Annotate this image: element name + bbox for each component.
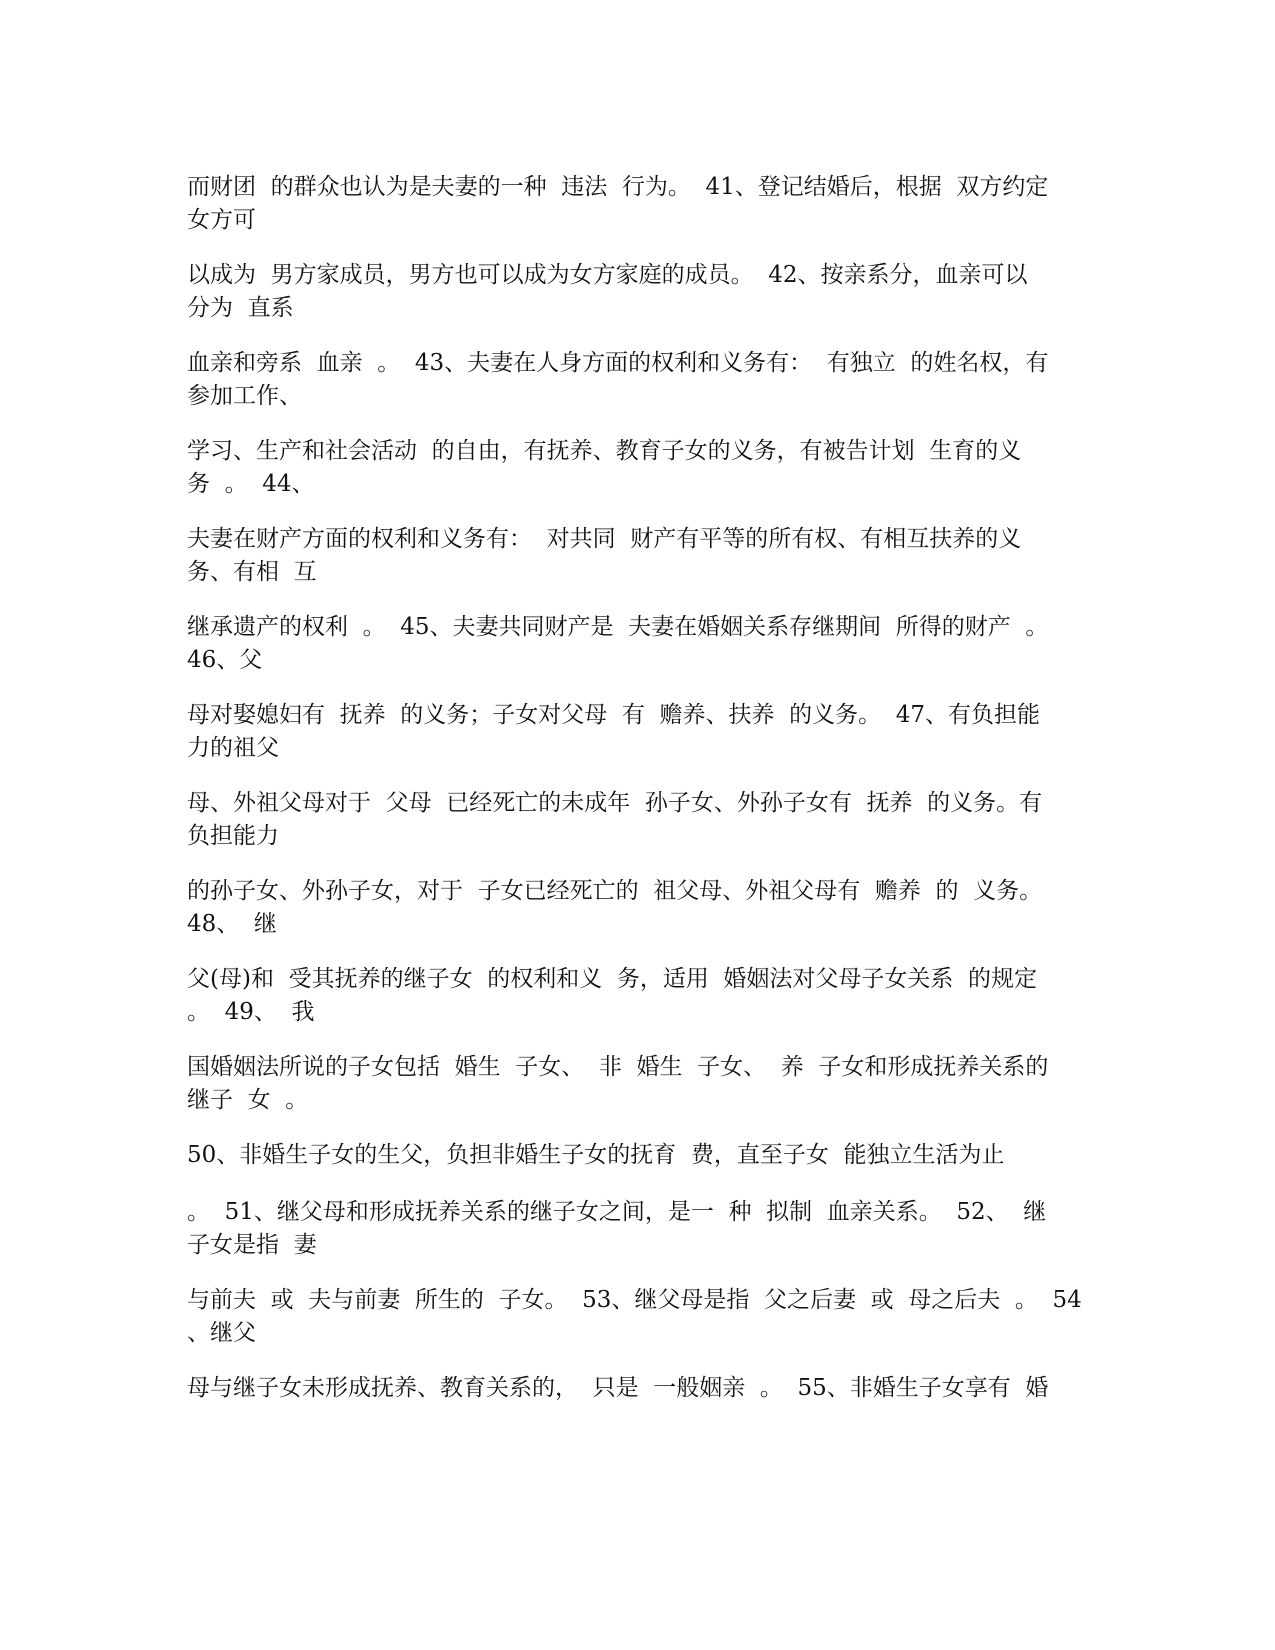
paragraph: 母对娶媳妇有 抚养 的义务；子女对父母 有 赡养、扶养 的义务。 47、有负担能 力的祖父 (187, 702, 1040, 761)
paragraph: 以成为 男方家成员，男方也可以成为女方家庭的成员。 42、按亲系分，血亲可以 分为 直系 (187, 262, 1028, 321)
paragraph: 母、外祖父母对于 父母 已经死亡的未成年 孙子女、外孙子女有 抚养 的义务。有 负担能力 (187, 790, 1043, 849)
paragraph: 的孙子女、外孙子女，对于 子女已经死亡的 祖父母、外祖父母有 赡养 的 义务。 48、 继 (187, 878, 1043, 937)
paragraph: 父(母)和 受其抚养的继子女 的权利和义 务，适用 婚姻法对父母子女关系 的规定 。 49、 我 (187, 966, 1038, 1025)
paragraph: 。 51、继父母和形成抚养关系的继子女之间，是一 种 拟制 血亲关系。 52、 继 子女是指 妻 (187, 1199, 1047, 1258)
paragraph: 而财团 的群众也认为是夫妻的一种 违法 行为。 41、登记结婚后，根据 双方约定 女方可 (187, 174, 1049, 233)
paragraph: 国婚姻法所说的子女包括 婚生 子女、 非 婚生 子女、 养 子女和形成抚养关系的 继子 女 。 (187, 1054, 1049, 1113)
paragraph: 50、非婚生子女的生父，负担非婚生子女的抚育 费，直至子女 能独立生活为止 (187, 1142, 1005, 1168)
paragraph: 夫妻在财产方面的权利和义务有： 对共同 财产有平等的所有权、有相互扶养的义 务、有相 互 (187, 526, 1022, 585)
paragraph: 与前夫 或 夫与前妻 所生的 子女。 53、继父母是指 父之后妻 或 母之后夫 。 54 、继父 (187, 1287, 1082, 1346)
paragraph: 母与继子女未形成抚养、教育关系的， 只是 一般姻亲 。 55、非婚生子女享有 婚 (187, 1375, 1049, 1401)
paragraph: 继承遗产的权利 。 45、夫妻共同财产是 夫妻在婚姻关系存继期间 所得的财产 。 46、父 (187, 614, 1049, 673)
paragraph: 学习、生产和社会活动 的自由，有抚养、教育子女的义务，有被告计划 生育的义 务 。 44、 (187, 438, 1022, 497)
paragraph: 血亲和旁系 血亲 。 43、夫妻在人身方面的权利和义务有： 有独立 的姓名权，有 参加工作、 (187, 350, 1049, 409)
